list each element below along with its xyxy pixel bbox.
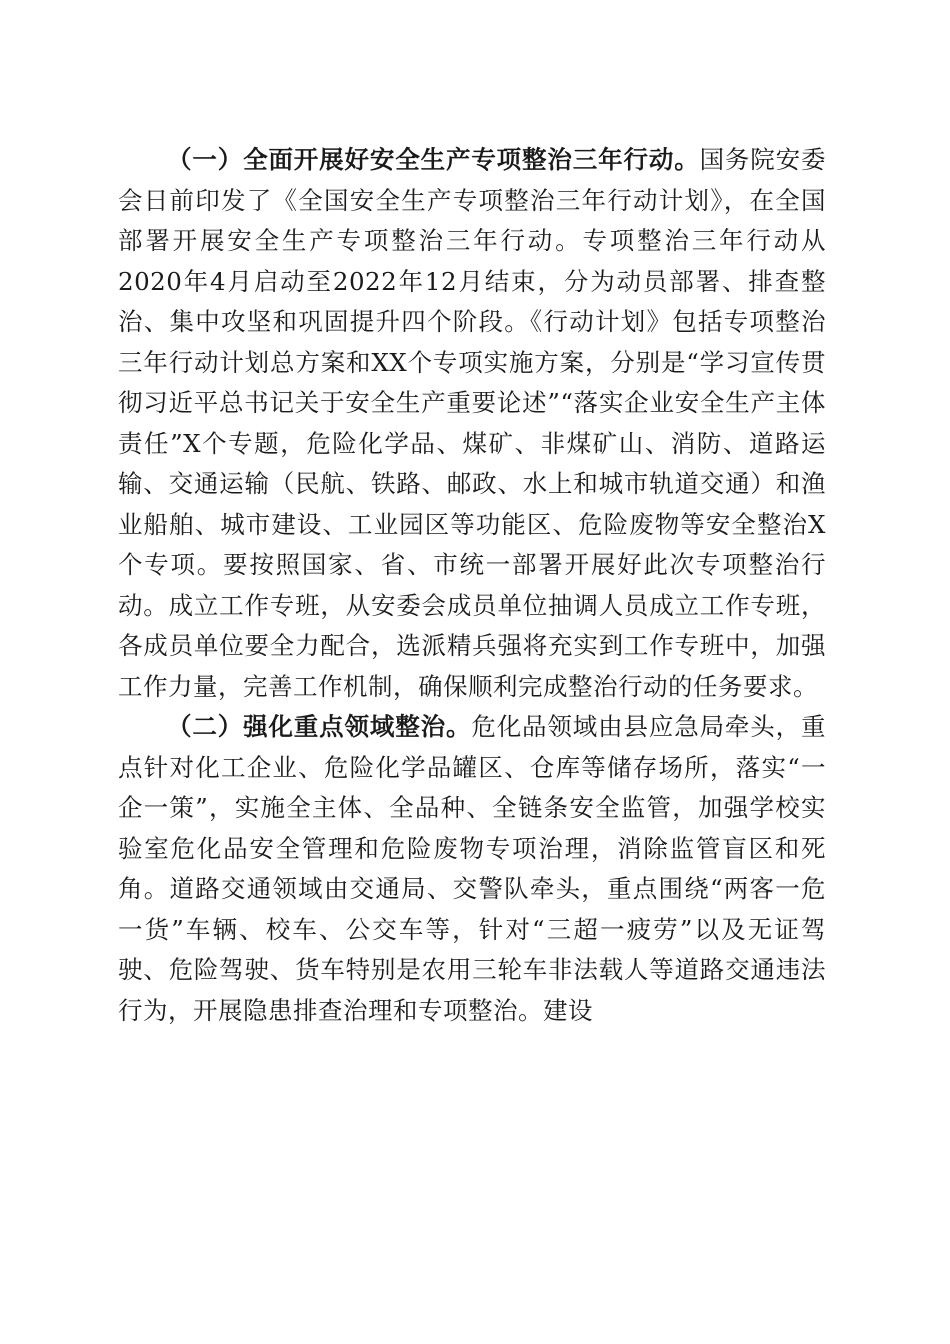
- paragraph-1-body: 国务院安委会日前印发了《全国安全生产专项整治三年行动计划》，在全国部署开展安全生产专项整治三年行动。专项整治三年行动从2020年4月启动至2022年12月结束，分为动员部署、排查整治、集中攻坚和巩固提升四个阶段。《行动计划》包括专项整治三年行动计划总方案和XX个专项实施方案，分别是“学习宣传贯彻习近平总书记关于安全生产重要论述”“落实企业安全生产主体责任”X个专题，危险化学品、煤矿、非煤矿山、消防、道路运输、交通运输（民航、铁路、邮政、水上和城市轨道交通）和渔业船舶、城市建设、工业园区等功能区、危险废物等安全整治X个专项。要按照国家、省、市统一部署开展好此次专项整治行动。成立工作专班，从安委会成员单位抽调人员成立工作专班，各成员单位要全力配合，选派精兵强将充实到工作专班中，加强工作力量，完善工作机制，确保顺利完成整治行动的任务要求。: [118, 145, 827, 701]
- paragraph-1: [118, 140, 826, 707]
- paragraph-2: [118, 707, 826, 1031]
- document-page: [118, 140, 826, 1031]
- paragraph-2-body: 危化品领域由县应急局牵头，重点针对化工企业、危险化学品罐区、仓库等储存场所，落实“一企一策”，实施全主体、全品种、全链条安全监管，加强学校实验室危化品安全管理和危险废物专项治理，消除监管盲区和死角。道路交通领域由交通局、交警队牵头，重点围绕“两客一危一货”车辆、校车、公交车等，针对“三超一疲劳”以及无证驾驶、危险驾驶、货车特别是农用三轮车非法载人等道路交通违法行为，开展隐患排查治理和专项整治。建设: [118, 712, 827, 1025]
- paragraph-2-heading: （二）强化重点领域整治。: [167, 712, 472, 741]
- paragraph-1-heading: （一）全面开展好安全生产专项整治三年行动。: [167, 145, 700, 174]
